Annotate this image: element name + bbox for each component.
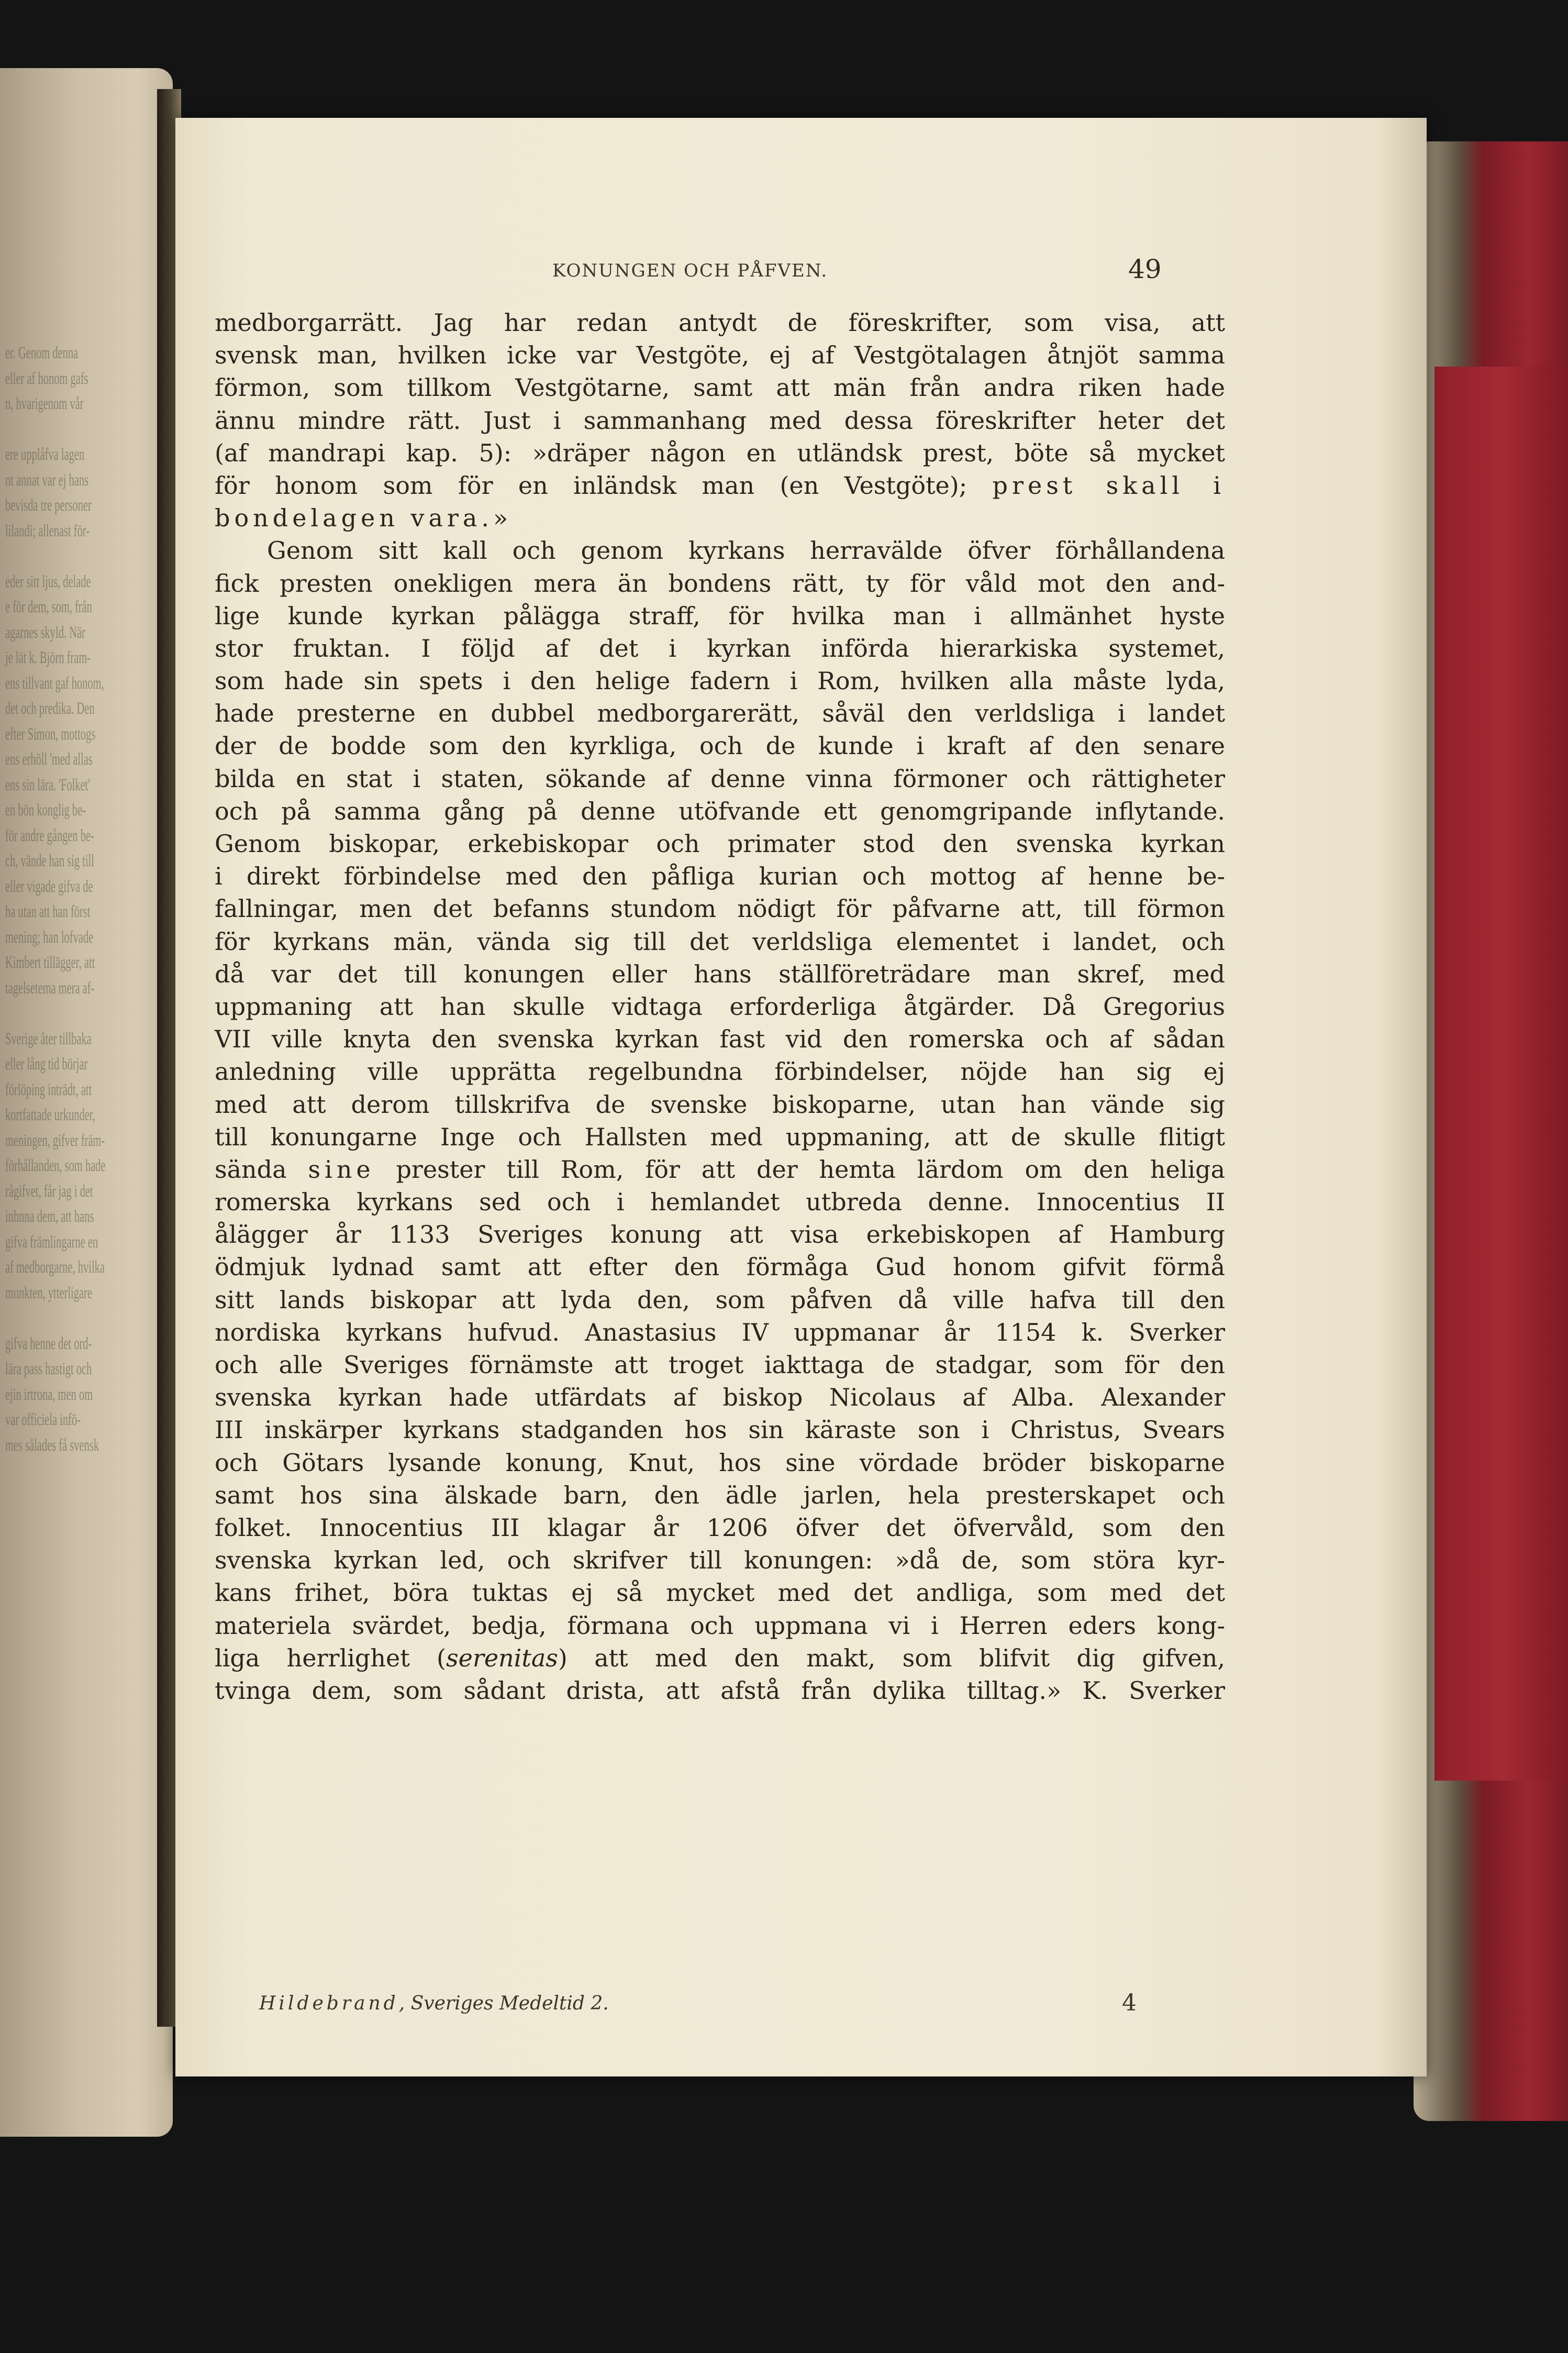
ghost-text-line: je lät k. Björn fram-	[5, 648, 91, 667]
ghost-text-line: ha utan att han först	[5, 902, 91, 921]
text-line: samt hos sina älskade barn, den ädle jarlen, hela presterskapet och	[215, 1481, 1225, 1509]
ghost-text-line: förlöping inträdt, att	[5, 1080, 92, 1099]
ghost-text-line: inhnna dem, att hans	[5, 1207, 94, 1226]
spaced-emphasis: prest skall i	[992, 471, 1225, 500]
text-line: tvinga dem, som sådant drista, att afstå från dylika tilltag.» K. Sverker	[215, 1676, 1225, 1705]
italic-term: serenitas	[446, 1643, 558, 1672]
ghost-text-line: af medborgarne, hvilka	[5, 1258, 105, 1277]
ghost-text-line: Kimbert tillägger, att	[5, 953, 95, 972]
text-line: svenska kyrkan hade utfärdats af biskop Nicolaus af Alba. Alexander	[215, 1383, 1225, 1412]
ghost-text-line: mes sålades få svensk	[5, 1435, 99, 1455]
ghost-text-line: kortfattade urkunder,	[5, 1106, 95, 1124]
red-cloth-binding	[1434, 367, 1568, 1781]
text-line: som hade sin spets i den helige fadern i Rom, hvilken alla måste lyda,	[215, 667, 1225, 695]
text-run: för honom som för en inländsk man (en Vestgöte);	[215, 471, 968, 500]
text-line: i direkt förbindelse med den påfliga kurian och mottog af henne be-	[215, 862, 1225, 891]
text-line: der de bodde som den kyrkliga, och de kunde i kraft af den senare	[215, 732, 1225, 760]
text-line: svenska kyrkan led, och skrifver till konungen: »då de, som störa kyr-	[215, 1546, 1225, 1575]
ghost-text-line: ejin irtrona, men om	[5, 1385, 93, 1404]
text-line: III inskärper kyrkans stadganden hos sin käraste son i Christus, Svears	[215, 1416, 1225, 1444]
text-line	[215, 469, 1225, 502]
ghost-text-line: ens sin lära. 'Folket'	[5, 775, 90, 794]
text-line: folket. Innocentius III klagar år 1206 öfver det öfvervåld, som den	[215, 1513, 1225, 1542]
ghost-text-line: er. Genom denna	[5, 344, 79, 362]
signature-mark: 4	[1122, 1990, 1137, 2016]
ghost-text-line: ens tillvant gaf honom,	[5, 673, 104, 693]
text-line: kans frihet, böra tuktas ej så mycket med det andliga, som med det	[215, 1578, 1225, 1607]
text-line: ålägger år 1133 Sveriges konung att visa erkebiskopen af Hamburg	[215, 1220, 1225, 1249]
ghost-text-line	[5, 544, 113, 569]
ghost-text-line: ere upplåfva lagen	[5, 445, 85, 464]
paragraph-start: Genom sitt kall och genom kyrkans herravälde öfver förhållandena	[267, 536, 1225, 565]
text-line: nordiska kyrkans hufvud. Anastasius IV uppmanar år 1154 k. Sverker	[215, 1318, 1225, 1346]
ghost-text-line: eller af honom gafs	[5, 369, 88, 388]
running-head: KONUNGEN OCH PÅFVEN.	[552, 260, 828, 281]
text-line: svensk man, hvilken icke var Vestgöte, ej af Vestgötalagen åtnjöt samma	[215, 341, 1225, 370]
text-line: VII ville knyta den svenska kyrkan fast vid den romerska och af sådan	[215, 1025, 1225, 1054]
page-header	[175, 254, 1427, 291]
signature-title: , Sveriges Medeltid 2.	[398, 1993, 609, 2014]
ghost-text-line: var officiela infö-	[5, 1410, 81, 1429]
ghost-text-line: lära pass hastigt och	[5, 1360, 92, 1378]
ghost-text-line: det och predika. Den	[5, 699, 95, 718]
text-line: och alle Sveriges förnämste att troget iakttaga de stadgar, som för den	[215, 1351, 1225, 1379]
ghost-text-line: eder sitt ljus, delade	[5, 572, 91, 591]
page-number: 49	[1128, 254, 1162, 284]
ghost-text-line: n, hvarigenom vår	[5, 394, 84, 413]
text-line: fick presten onekligen mera än bondens rätt, ty för våld mot den and-	[215, 569, 1225, 598]
left-page-edge	[0, 68, 173, 2137]
text-line: och på samma gång på denne utöfvande ett genomgripande inflytande.	[215, 797, 1225, 825]
facing-page-text	[5, 340, 113, 1458]
text-line: ödmjuk lydnad samt att efter den förmåga Gud honom gifvit förmå	[215, 1253, 1225, 1282]
page-footer	[175, 1990, 1427, 2024]
ghost-text-line: ens erhöll 'med allas	[5, 750, 93, 769]
ghost-text-line: agarnes skyld. När	[5, 623, 85, 642]
ghost-text-line: rågifvet, får jag i det	[5, 1181, 93, 1201]
ghost-text-line	[5, 1306, 113, 1331]
ghost-text-line	[5, 417, 113, 443]
ghost-text-line: eller lång tid börjar	[5, 1055, 88, 1074]
spaced-emphasis: sine	[308, 1155, 375, 1184]
ghost-text-line: Sverige åter tillbaka	[5, 1029, 92, 1048]
ghost-text-line: gifva främlingarne en	[5, 1232, 98, 1252]
text-line: för kyrkans män, vända sig till det verldsliga elementet i landet, och	[215, 927, 1225, 956]
ghost-text-line: munkten, ytterligare	[5, 1283, 92, 1302]
text-run: ) att med den makt, som blifvit dig gifven,	[558, 1643, 1225, 1672]
text-line: och Götars lysande konung, Knut, hos sine vördade bröder biskoparne	[215, 1448, 1225, 1477]
ghost-text-line: e för dem, som, från	[5, 598, 92, 616]
ghost-text-line: bevisda tre personer	[5, 496, 92, 515]
text-line: fallningar, men det befanns stundom nödigt för påfvarne att, till förmon	[215, 894, 1225, 923]
ghost-text-line: mening; han lofvade	[5, 927, 94, 947]
ghost-text-line: tagelsetema mera af-	[5, 978, 95, 998]
ghost-text-line: efter Simon, mottogs	[5, 724, 96, 744]
text-line: ännu mindre rätt. Just i sammanhang med dessa föreskrifter heter det	[215, 406, 1225, 435]
text-line: sitt lands biskopar att lyda den, som påfven då ville hafva till den	[215, 1285, 1225, 1314]
text-run: sända	[215, 1155, 287, 1184]
ghost-text-line: ch, vände han sig till	[5, 852, 94, 870]
text-line: bondelagen vara.»	[215, 504, 513, 533]
text-line: romerska kyrkans sed och i hemlandet utbreda denne. Innocentius II	[215, 1188, 1225, 1217]
text-line: hade presterne en dubbel medborgarerätt, såväl den verldsliga i landet	[215, 699, 1225, 728]
text-line: uppmaning att han skulle vidtaga erforderliga åtgärder. Då Gregorius	[215, 992, 1225, 1021]
text-line: till konungarne Inge och Hallsten med uppmaning, att de skulle flitigt	[215, 1122, 1225, 1151]
ghost-text-line: meningen, gifver främ-	[5, 1131, 105, 1150]
ghost-text-line: för andre gången be-	[5, 826, 94, 845]
ghost-text-line: en bön konglig be-	[5, 801, 86, 820]
body-text	[215, 306, 1225, 1707]
text-run: prester till Rom, för att der hemta lärdom om den heliga	[396, 1155, 1226, 1184]
text-line: då var det till konungen eller hans ställföreträdare man skref, med	[215, 959, 1225, 988]
book-page	[175, 118, 1427, 2076]
text-line: materiela svärdet, bedja, förmana och uppmana vi i Herren eders kong-	[215, 1611, 1225, 1640]
text-line: Genom biskopar, erkebiskopar och primater stod den svenska kyrkan	[215, 830, 1225, 858]
ghost-text-line: nt annat var ej hans	[5, 470, 89, 490]
ghost-text-line: gifva henne det ord-	[5, 1334, 92, 1353]
ghost-text-line	[5, 1001, 113, 1026]
text-line: bilda en stat i staten, sökande af denne vinna förmoner och rättigheter	[215, 764, 1225, 793]
text-run: liga herrlighet (	[215, 1643, 446, 1672]
text-line: stor fruktan. I följd af det i kyrkan införda hierarkiska systemet,	[215, 634, 1225, 662]
text-line: medborgarrätt. Jag har redan antydt de föreskrifter, som visa, att	[215, 308, 1225, 337]
text-line: förmon, som tillkom Vestgötarne, samt att män från andra riken hade	[215, 373, 1225, 402]
ghost-text-line: förhållanden, som hade	[5, 1156, 106, 1175]
ghost-text-line: lilandi; allenast för-	[5, 521, 90, 540]
ghost-text-line: eller vigade gifva de	[5, 877, 93, 896]
text-line: lige kunde kyrkan pålägga straff, för hvilka man i allmänhet hyste	[215, 601, 1225, 630]
text-line	[215, 1642, 1225, 1674]
text-line: (af mandrapi kap. 5): »dräper någon en utländsk prest, böte så mycket	[215, 438, 1225, 467]
signature-author: Hildebrand	[259, 1993, 399, 2014]
text-line: med att derom tillskrifva de svenske biskoparne, utan han vände sig	[215, 1090, 1225, 1119]
text-line: anledning ville upprätta regelbundna förbindelser, nöjde han sig ej	[215, 1057, 1225, 1086]
printer-signature	[259, 1993, 609, 2014]
text-line	[215, 1153, 1225, 1186]
